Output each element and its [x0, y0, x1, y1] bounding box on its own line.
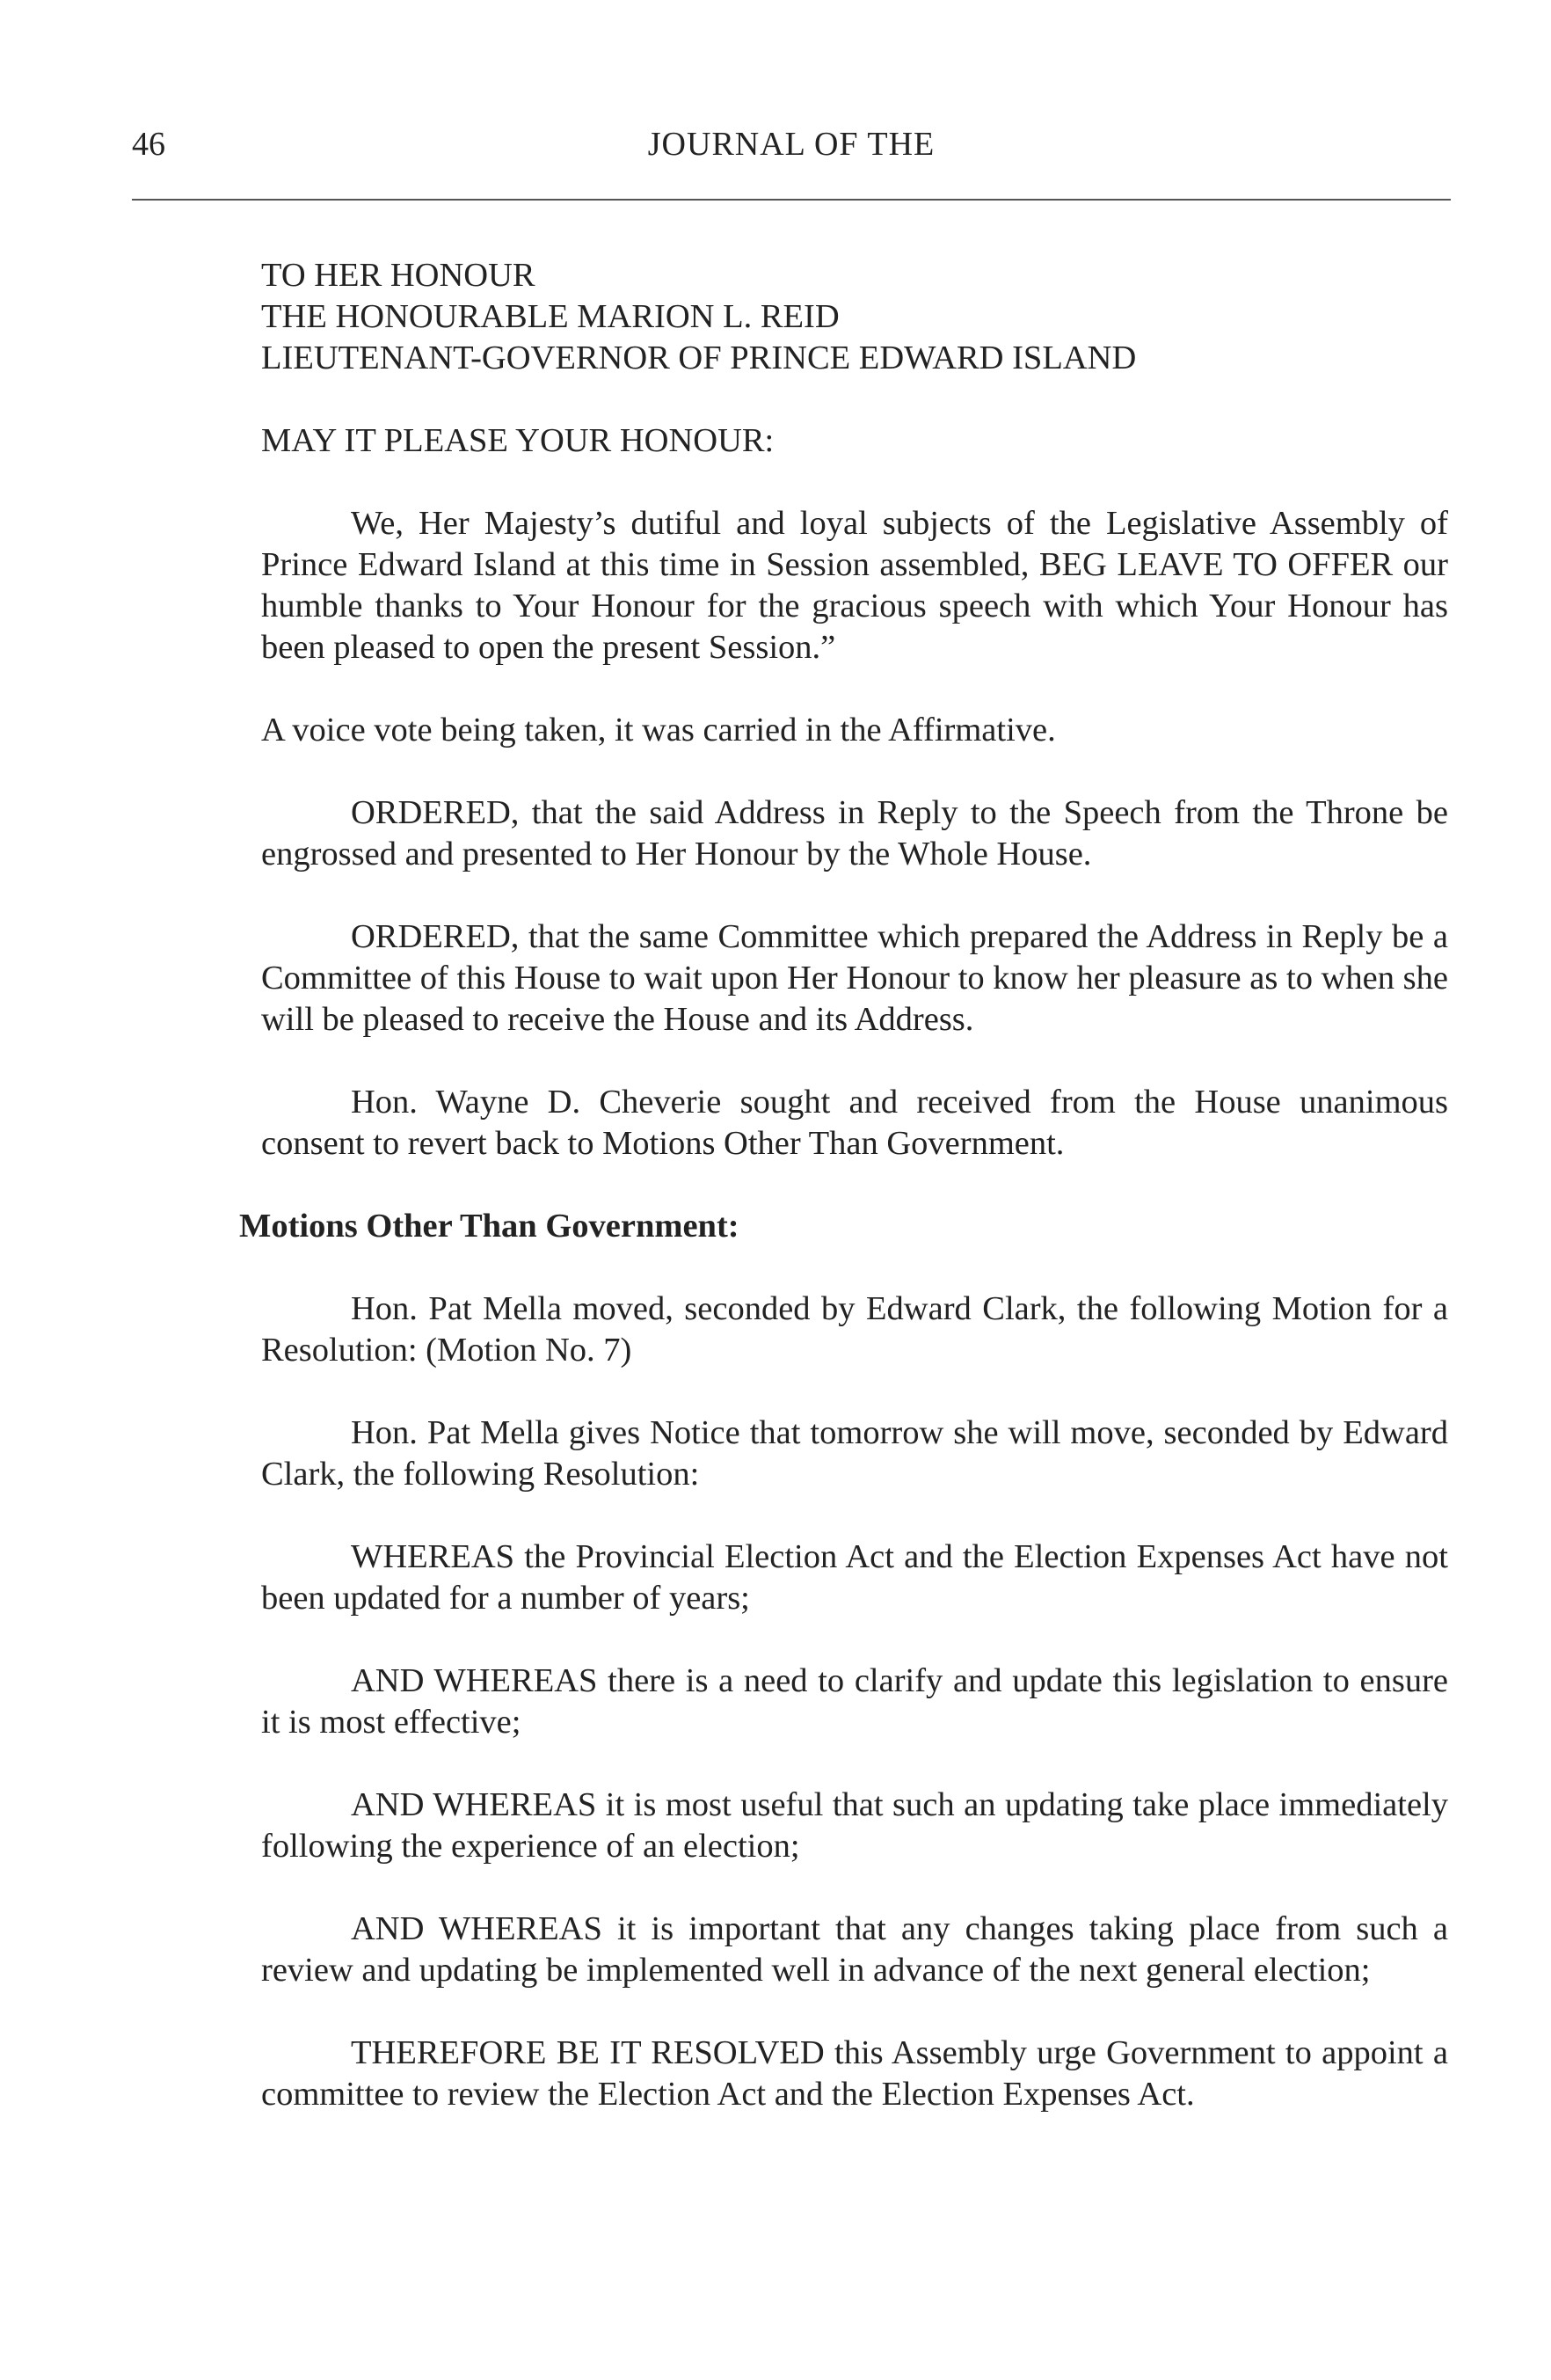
- address-body: We, Her Majesty’s dutiful and loyal subjects of the Legislative Assembly of Prince Edward Island at this time in Session assembled, BEG LEAVE TO OFFER our humble thanks to Your Honour for the gracious speech with which Your Honour has been pleased to open the present Session.”: [261, 505, 1448, 666]
- resolved-paragraph: THEREFORE BE IT RESOLVED this Assembly urge Government to appoint a committee to review the Election Act and the Election Expenses Act.: [261, 2034, 1448, 2113]
- motion-moved-paragraph: Hon. Pat Mella moved, seconded by Edward Clark, the following Motion for a Resolution: (Motion No. 7): [261, 1290, 1448, 1369]
- salutation: MAY IT PLEASE YOUR HONOUR:: [261, 422, 775, 459]
- whereas-paragraph-2: AND WHEREAS there is a need to clarify and update this legislation to ensure it is most effective;: [261, 1662, 1448, 1741]
- consent-paragraph: Hon. Wayne D. Cheverie sought and received from the House unanimous consent to revert back to Motions Other Than Government.: [261, 1084, 1448, 1162]
- whereas-paragraph-1: WHEREAS the Provincial Election Act and the Election Expenses Act have not been updated for a number of years;: [261, 1538, 1448, 1617]
- page-body: [239, 255, 1448, 2115]
- ordered-paragraph-2: ORDERED, that the same Committee which prepared the Address in Reply be a Committee of this House to wait upon Her Honour to know her pleasure as to when she will be pleased to receive the House and its Address.: [261, 918, 1448, 1038]
- page-header: [132, 123, 1451, 176]
- ordered-paragraph-1: ORDERED, that the said Address in Reply to the Speech from the Throne be engrossed and presented to Her Honour by the Whole House.: [261, 794, 1448, 872]
- page-number: 46: [132, 126, 165, 163]
- section-heading: Motions Other Than Government:: [239, 1208, 739, 1245]
- whereas-paragraph-4: AND WHEREAS it is important that any changes taking place from such a review and updating be implemented well in advance of the next general election;: [261, 1910, 1448, 1989]
- address-line-1: TO HER HONOUR: [261, 257, 535, 294]
- notice-paragraph: Hon. Pat Mella gives Notice that tomorrow she will move, seconded by Edward Clark, the following Resolution:: [261, 1414, 1448, 1493]
- running-head: JOURNAL OF THE: [647, 126, 936, 163]
- header-rule: [132, 199, 1451, 201]
- address-line-2: THE HONOURABLE MARION L. REID: [261, 298, 840, 335]
- whereas-paragraph-3: AND WHEREAS it is most useful that such an updating take place immediately following the experience of an election;: [261, 1786, 1448, 1865]
- address-block: [261, 255, 1448, 668]
- address-line-3: LIEUTENANT-GOVERNOR OF PRINCE EDWARD ISLAND: [261, 339, 1137, 376]
- vote-paragraph: A voice vote being taken, it was carried in the Affirmative.: [261, 712, 1056, 748]
